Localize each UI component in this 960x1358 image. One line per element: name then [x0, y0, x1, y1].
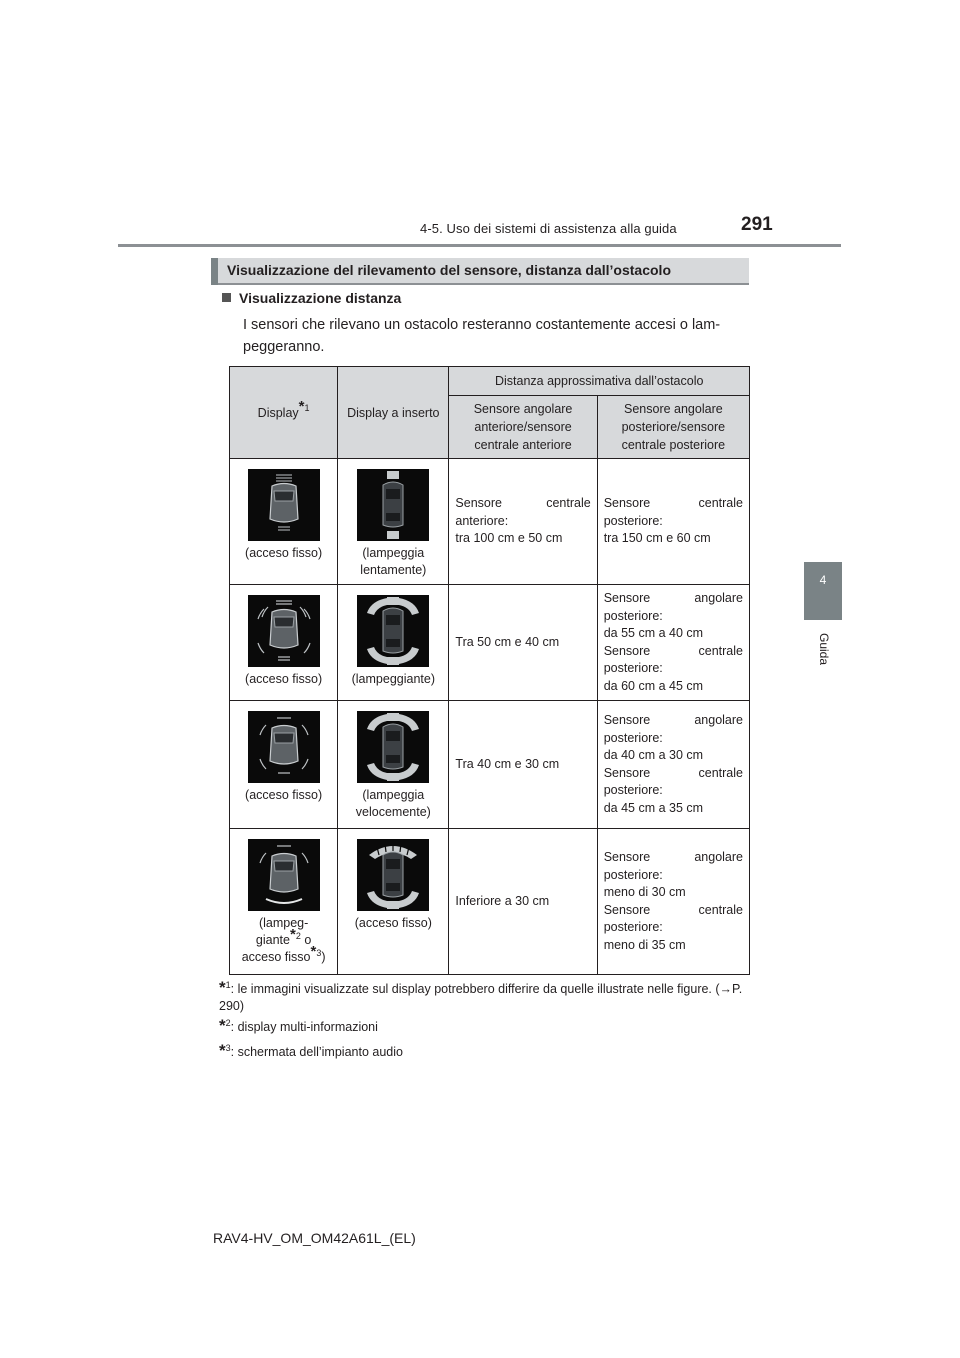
car-topview-inset-icon: [357, 595, 429, 667]
subheading-text: Visualizzazione distanza: [239, 290, 402, 306]
header-front: Sensore angolare anteriore/sensore centrale anteriore: [449, 396, 597, 459]
display-cell: (acceso fisso): [230, 701, 338, 829]
header-rule: [118, 244, 841, 247]
footnote-2: *$^2$: display multi-informazioni: [219, 1016, 378, 1035]
inset-cell: (lampeggiante): [338, 585, 449, 701]
page-number: 291: [741, 214, 773, 235]
inset-cell: (acceso fisso): [338, 829, 449, 975]
rear-distance-cell: Sensore angolare posteriore: da 40 cm a 30 cm Sensore centrale posteriore: da 45 cm a 35 cm: [597, 701, 749, 829]
front-distance-cell: Tra 40 cm e 30 cm: [449, 701, 597, 829]
car-sensor-display-icon: [248, 839, 320, 911]
header-distance: Distanza approssimativa dall’ostacolo: [449, 367, 750, 396]
display-cell: (acceso fisso): [230, 459, 338, 585]
inset-cell: (lampeggia velocemente): [338, 701, 449, 829]
car-sensor-display-icon: [248, 711, 320, 783]
chapter-number: 4: [819, 573, 827, 587]
table-row: [230, 701, 750, 829]
header-inset: Display a inserto: [338, 367, 449, 459]
header-section-title: 4-5. Uso dei sistemi di assistenza alla guida: [420, 221, 677, 236]
table-row: [230, 829, 750, 975]
footnote-1: *$^1$: le immagini visualizzate sul display potrebbero differire da quelle illustrate nelle figure. (→P. 290): [219, 978, 743, 1013]
car-topview-inset-icon: [357, 839, 429, 911]
header-rear: Sensore angolare posteriore/sensore centrale posteriore: [597, 396, 749, 459]
car-topview-inset-icon: [357, 469, 429, 541]
subheading: [222, 290, 401, 306]
table-row: [230, 459, 750, 585]
front-distance-cell: Inferiore a 30 cm: [449, 829, 597, 975]
car-topview-inset-icon: [357, 711, 429, 783]
footer-code: RAV4-HV_OM_OM42A61L_(EL): [213, 1230, 416, 1246]
rear-distance-cell: Sensore centrale posteriore: tra 150 cm e 60 cm: [597, 459, 749, 585]
rear-distance-cell: Sensore angolare posteriore: da 55 cm a 40 cm Sensore centrale posteriore: da 60 cm a 45 cm: [597, 585, 749, 701]
distance-table: [229, 366, 750, 975]
header-display: Display$^{*1}$: [230, 367, 338, 459]
display-cell: (lampeg- giante$^{*2}$ o acceso fisso$^{*3}$): [230, 829, 338, 975]
section-bar-accent: [211, 258, 218, 285]
chapter-label-text: Guida: [817, 633, 831, 666]
square-bullet-icon: [222, 293, 231, 302]
intro-paragraph: I sensori che rilevano un ostacolo resteranno costantemente accesi o lam-peggeranno.: [243, 317, 721, 355]
front-distance-cell: Tra 50 cm e 40 cm: [449, 585, 597, 701]
section-title: Visualizzazione del rilevamento del sensore, distanza dall’ostacolo: [227, 262, 671, 278]
chapter-tab[interactable]: [804, 562, 842, 620]
car-sensor-display-icon: [248, 469, 320, 541]
footnote-3: *$^3$: schermata dell’impianto audio: [219, 1041, 403, 1060]
rear-distance-cell: Sensore angolare posteriore: meno di 30 cm Sensore centrale posteriore: meno di 35 cm: [597, 829, 749, 975]
section-title-bar: [211, 258, 749, 285]
table-row: [230, 585, 750, 701]
display-cell: (acceso fisso): [230, 585, 338, 701]
inset-cell: (lampeggia lentamente): [338, 459, 449, 585]
front-distance-cell: Sensore centrale anteriore: tra 100 cm e 50 cm: [449, 459, 597, 585]
car-sensor-display-icon: [248, 595, 320, 667]
